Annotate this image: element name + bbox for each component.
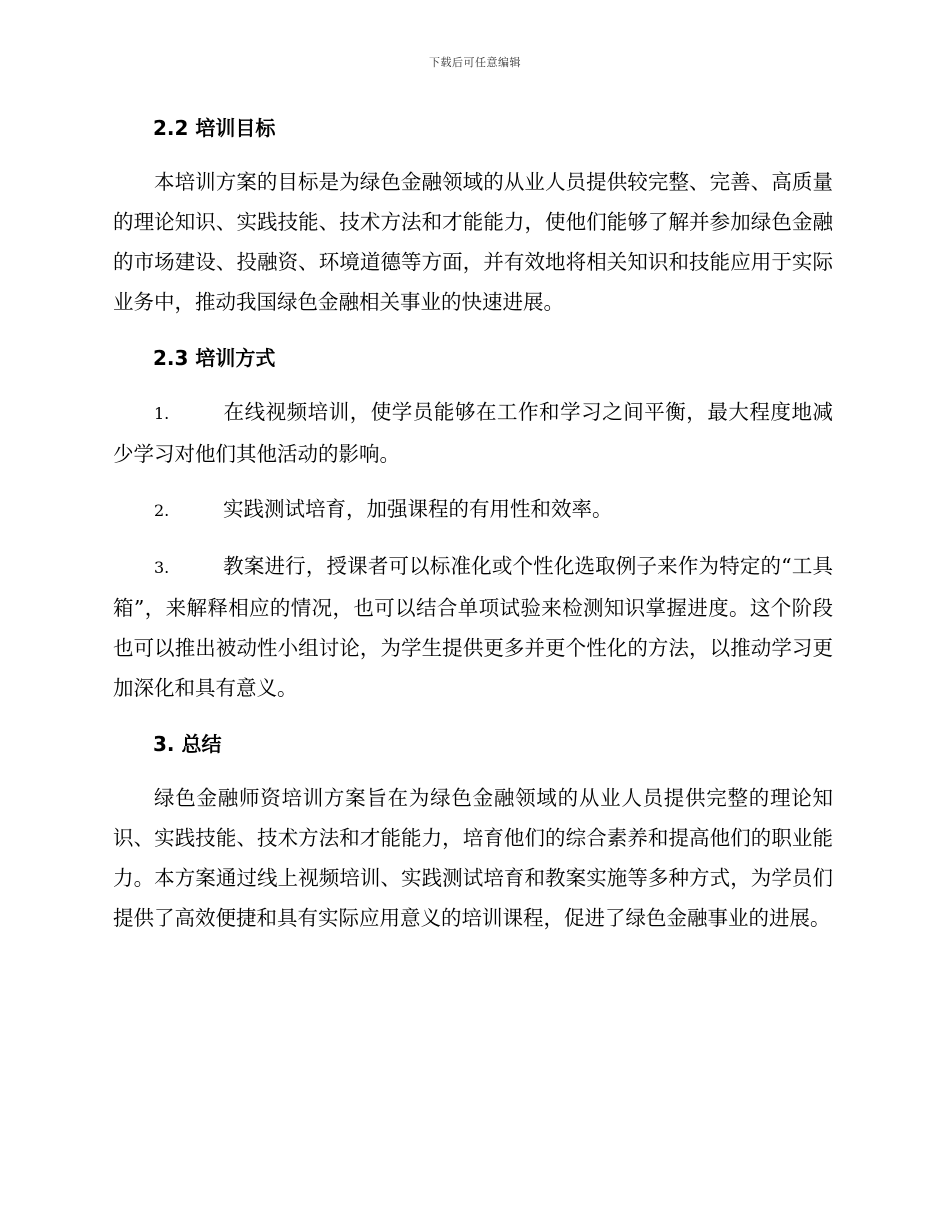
section-heading-summary: 3. 总结 [153, 732, 222, 756]
summary-paragraph: 绿色金融师资培训方案旨在为绿色金融领域的从业人员提供完整的理论知识、实践技能、技术方法和才能能力，培育他们的综合素养和提高他们的职业能力。本方案通过线上视频培训、实践测试培育和教案实施等多种方式，为学员们提供了高效便捷和具有实际应用意义的培训课程，促进了绿色金融事业的进展。 [113, 786, 833, 930]
list-item [113, 392, 833, 474]
list-item [113, 546, 833, 708]
section-heading-training-goals: 2.2 培训目标 [153, 116, 276, 140]
section-heading-training-methods: 2.3 培训方式 [153, 346, 276, 370]
list-item-text: 教案进行，授课者可以标准化或个性化选取例子来作为特定的“工具箱”，来解释相应的情况，也可以结合单项试验来检测知识掌握进度。这个阶段也可以推出被动性小组讨论，为学生提供更多并更个性化的方法，以推动学习更加深化和具有意义。 [113, 554, 833, 700]
document-body [113, 108, 833, 938]
list-item-number: 1. [154, 404, 170, 423]
training-goals-paragraph: 本培训方案的目标是为绿色金融领域的从业人员提供较完整、完善、高质量的理论知识、实践技能、技术方法和才能能力，使他们能够了解并参加绿色金融的市场建设、投融资、环境道德等方面，并有效地将相关知识和技能应用于实际业务中，推动我国绿色金融相关事业的快速进展。 [113, 170, 833, 314]
list-item-number: 3. [154, 558, 170, 577]
list-item-text: 实践测试培育，加强课程的有用性和效率。 [223, 497, 613, 521]
list-item-number: 2. [154, 501, 170, 520]
list-item-text: 在线视频培训，使学员能够在工作和学习之间平衡，最大程度地减少学习对他们其他活动的影响。 [113, 400, 833, 466]
list-item [113, 489, 833, 531]
header-note: 下载后可任意编辑 [429, 56, 521, 69]
